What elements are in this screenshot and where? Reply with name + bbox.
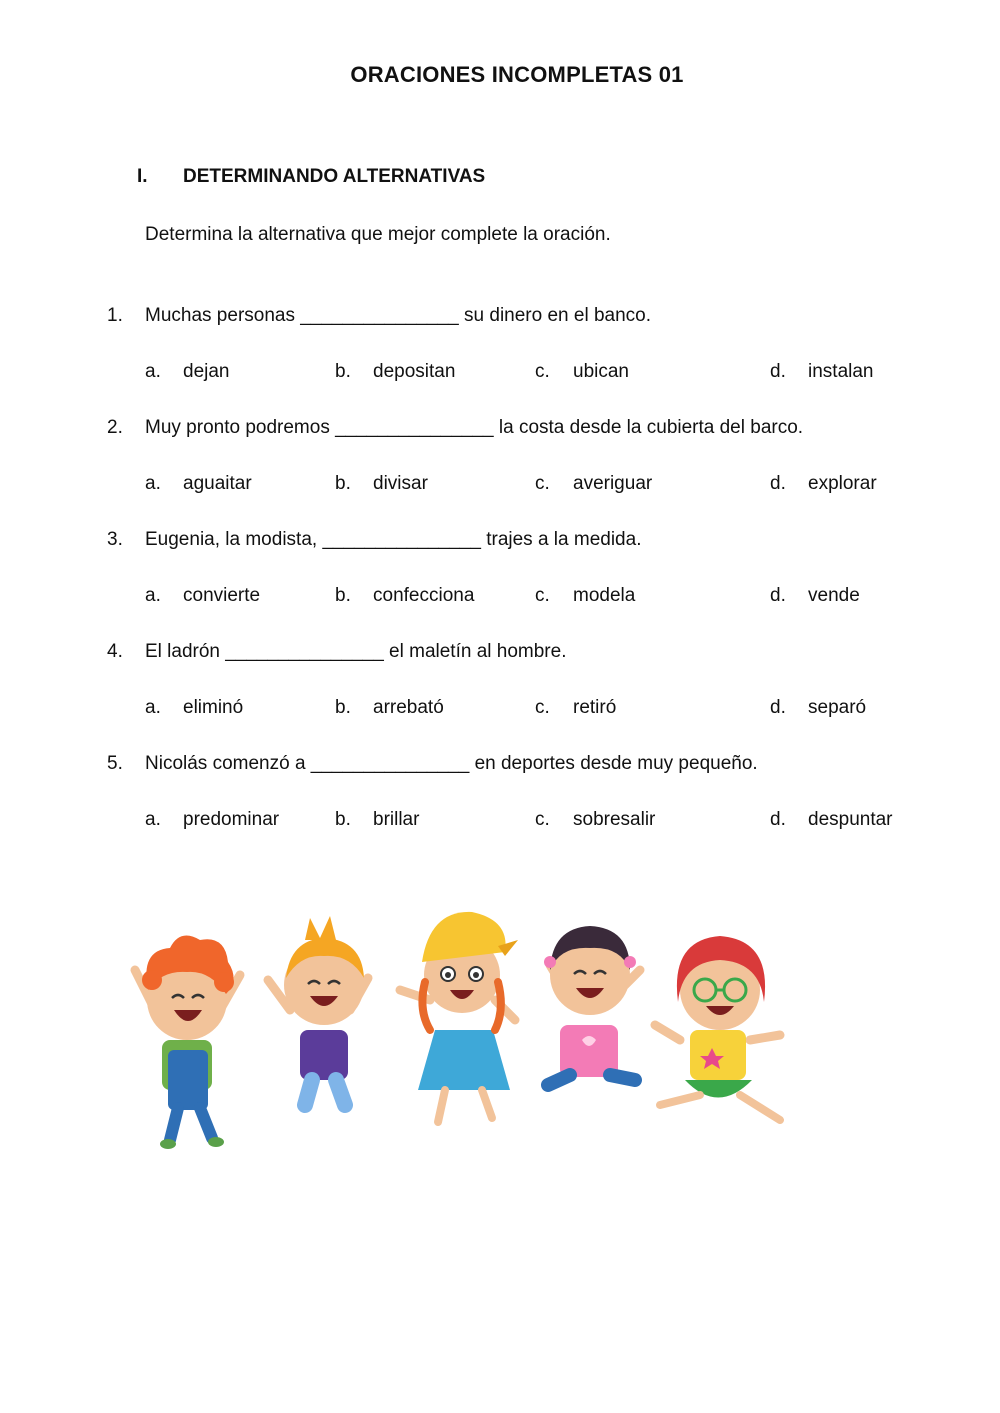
question-2	[107, 417, 803, 439]
option-a[interactable]: a. eliminó	[145, 697, 244, 718]
option-a[interactable]: a. convierte	[145, 585, 261, 606]
option-b[interactable]: b. arrebató	[335, 697, 444, 718]
option-c[interactable]: c. retiró	[535, 697, 617, 718]
option-c[interactable]: c. ubican	[535, 361, 629, 382]
question-text: Muchas personas _______________ su dinero en el banco.	[145, 305, 651, 326]
question-5	[107, 753, 758, 775]
section-title: DETERMINANDO ALTERNATIVAS	[183, 166, 486, 187]
kid-yellow-cap	[400, 912, 518, 1122]
page-title: ORACIONES INCOMPLETAS 01	[350, 62, 684, 87]
option-d[interactable]: d. explorar	[770, 473, 877, 494]
option-b[interactable]: b. brillar	[335, 809, 420, 830]
question-number: 4.	[107, 641, 123, 662]
question-text: Muy pronto podremos _______________ la costa desde la cubierta del barco.	[145, 417, 804, 438]
options-2	[0, 473, 1000, 499]
option-b[interactable]: b. confecciona	[335, 585, 475, 606]
option-a[interactable]: a. dejan	[145, 361, 230, 382]
instruction-text: Determina la alternativa que mejor complete la oración.	[145, 224, 611, 245]
question-3	[107, 529, 641, 551]
question-text: Nicolás comenzó a _______________ en deportes desde muy pequeño.	[145, 753, 758, 774]
jumping-kids-illustration	[100, 890, 820, 1190]
kid-curly-hair	[135, 936, 240, 1150]
option-d[interactable]: d. vende	[770, 585, 860, 606]
question-number: 1.	[107, 305, 123, 326]
option-a[interactable]: a. predominar	[145, 809, 280, 830]
kid-blond-hair	[268, 916, 368, 1105]
question-1	[107, 305, 651, 327]
option-c[interactable]: c. modela	[535, 585, 636, 606]
kid-dark-hair	[544, 926, 640, 1085]
option-a[interactable]: a. aguaitar	[145, 473, 252, 494]
question-number: 5.	[107, 753, 123, 774]
options-1	[0, 361, 1000, 387]
question-text: El ladrón _______________ el maletín al hombre.	[145, 641, 567, 662]
option-c[interactable]: c. sobresalir	[535, 809, 656, 830]
option-b[interactable]: b. divisar	[335, 473, 428, 494]
question-text: Eugenia, la modista, _______________ trajes a la medida.	[145, 529, 642, 550]
kid-glasses	[655, 936, 780, 1120]
option-c[interactable]: c. averiguar	[535, 473, 653, 494]
question-4	[107, 641, 566, 663]
question-number: 2.	[107, 417, 123, 438]
question-number: 3.	[107, 529, 123, 550]
options-3	[0, 585, 1000, 611]
option-d[interactable]: d. instalan	[770, 361, 874, 382]
options-5	[0, 809, 1000, 835]
options-4	[0, 697, 1000, 723]
option-b[interactable]: b. depositan	[335, 361, 456, 382]
option-d[interactable]: d. despuntar	[770, 809, 893, 830]
section-heading	[137, 166, 485, 188]
section-number: I.	[137, 166, 148, 187]
option-d[interactable]: d. separó	[770, 697, 867, 718]
